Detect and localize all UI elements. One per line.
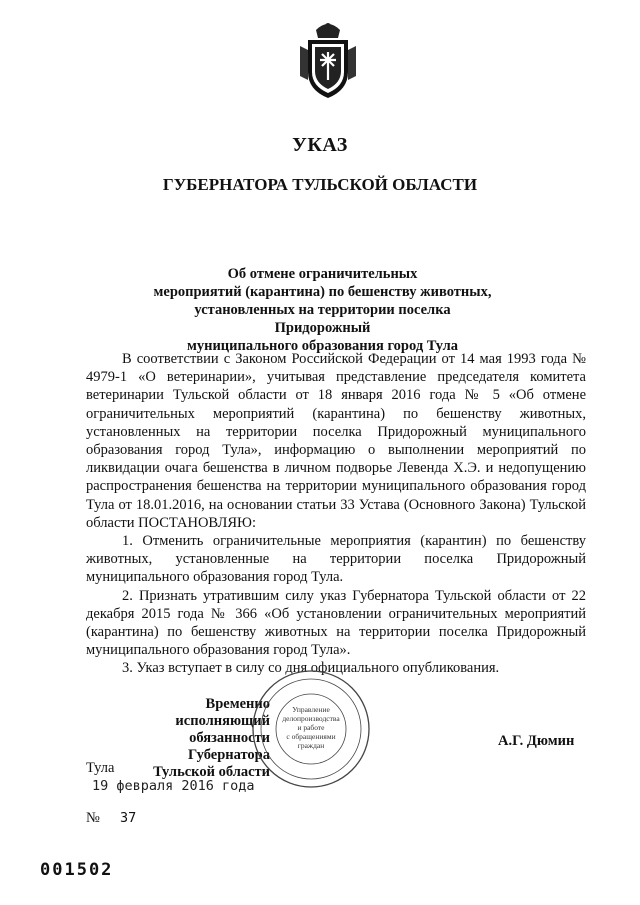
official-stamp <box>250 668 372 790</box>
stamp-line: Управление <box>292 705 330 714</box>
document-subject <box>150 265 495 355</box>
document-date: 19 февраля 2016 года <box>92 778 255 794</box>
document-number: 37 <box>120 810 137 826</box>
subject-line: муниципального образования город Тула <box>186 338 459 354</box>
stamp-line: делопроизводства <box>282 714 340 723</box>
document-subtitle: ГУБЕРНАТОРА ТУЛЬСКОЙ ОБЛАСТИ <box>162 175 478 194</box>
subject-line: мероприятий (карантина) по бешенству животных, <box>153 284 492 300</box>
document-body <box>86 350 586 678</box>
coat-of-arms-emblem <box>298 20 358 100</box>
body-paragraph: В соответствии с Законом Российской Федерации от 14 мая 1993 года № 4979-1 «О ветеринарии», учитывая представление председателя комитета ветеринарии Тульской области от 18 января 2016 года № 5 «Об отмене ограничительных мероприятий (карантина) по бешенству животных, установленных на территории поселка Придорожный муниципального образования город Тула», информацию о выполнении мероприятий по ликвидации очага бешенства в личном подворье Левенда Х.Э. и недопущению распространения бешенства на территории муниципального образования город Тула от 18.01.2016, на основании статьи 33 Устава (Основного Закона) Тульской области ПОСТАНОВЛЯЮ: <box>86 351 586 531</box>
stamp-line: и работе <box>297 723 325 732</box>
subject-line: установленных на территории поселка Придорожный <box>194 302 451 336</box>
signer-position-line: обязанности Губернатора <box>187 730 270 763</box>
stamp-line: граждан <box>297 741 325 750</box>
signer-position-line: Тульской области <box>153 764 270 780</box>
signer-position-line: Временно исполняющий <box>175 696 270 729</box>
stamp-line: с обращениями <box>286 732 336 741</box>
body-paragraph: 3. Указ вступает в силу со дня официального опубликования. <box>122 660 500 677</box>
document-number-label: № <box>86 810 100 826</box>
signer-name: А.Г. Дюмин <box>498 733 575 749</box>
document-title: УКАЗ <box>292 134 348 156</box>
subject-line: Об отмене ограничительных <box>227 266 418 282</box>
document-serial: 001502 <box>40 860 114 880</box>
signer-position <box>110 696 270 781</box>
document-city: Тула <box>86 760 115 776</box>
body-paragraph: 2. Признать утратившим силу указ Губернатора Тульской области от 22 декабря 2015 года № 366 «Об установлении ограничительных мероприятий (карантина) по бешенству животных на территории поселка Придорожный муниципального образования город Тула». <box>86 587 586 659</box>
body-paragraph: 1. Отменить ограничительные мероприятия (карантин) по бешенству животных, установленные на территории поселка Придорожный муниципального образования город Тула. <box>86 533 586 586</box>
